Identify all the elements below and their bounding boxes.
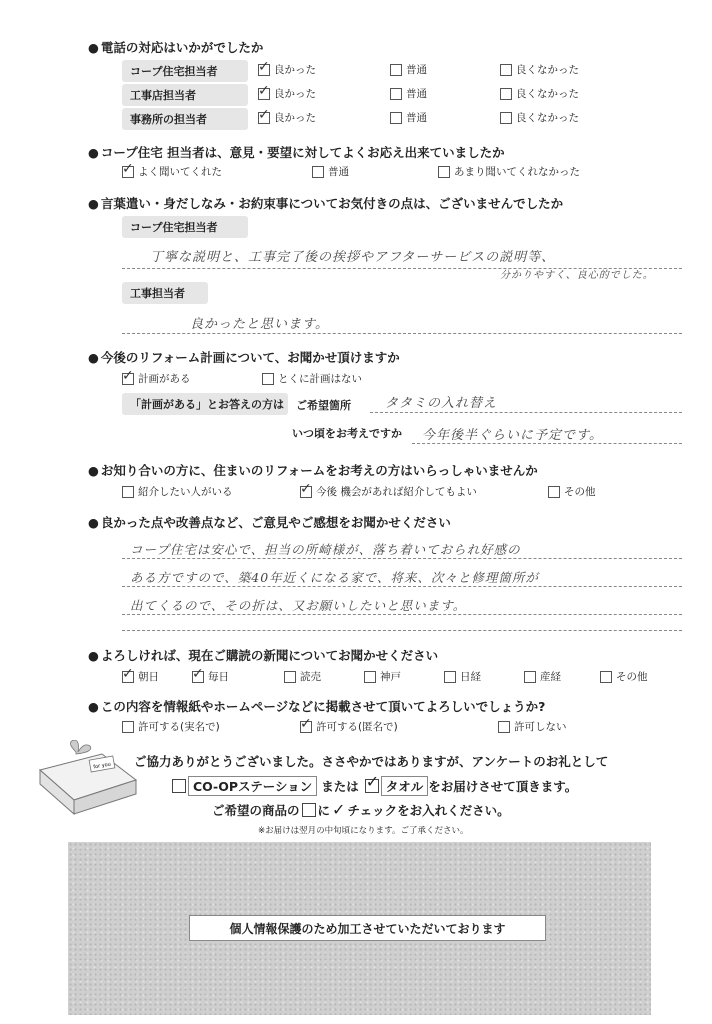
answer-line bbox=[122, 558, 682, 559]
q7-opt-mainichi[interactable]: ✓ 毎日 bbox=[192, 669, 229, 684]
q1-title: ● 電話の対応はいかがでしたか bbox=[88, 38, 263, 56]
checkbox-icon bbox=[390, 112, 402, 124]
q1-coop-good[interactable]: ✓ 良かった bbox=[258, 62, 316, 77]
answer-line bbox=[122, 630, 682, 631]
instr-c: チェックをお入れください。 bbox=[347, 802, 510, 818]
checkbox-icon bbox=[600, 671, 612, 683]
q6-line-3: 出てくるので、その折は、又お願いしたいと思います。 bbox=[130, 598, 467, 613]
footer-note: ※お届けは翌月の中旬頃になります。ご了承ください。 bbox=[258, 826, 469, 836]
checkbox-icon bbox=[192, 671, 204, 683]
q1-coop-bad[interactable]: 良くなかった bbox=[500, 62, 579, 77]
q7-title: ● よろしければ、現在ご購読の新聞についてお聞かせください bbox=[88, 646, 438, 664]
q1-koji-good[interactable]: ✓ 良かった bbox=[258, 86, 316, 101]
q3-koji-answer: 良かったと思います。 bbox=[190, 317, 329, 332]
q3-coop-answer-1: 丁寧な説明と、工事完了後の挨拶やアフターサービスの説明等、 bbox=[150, 250, 556, 265]
gift-tag-text: for you bbox=[92, 761, 112, 771]
footer-thanks: ご協力ありがとうございました。ささやかではありますが、アンケートのお礼として bbox=[134, 754, 609, 769]
gift-box-icon bbox=[32, 740, 142, 820]
checkbox-icon bbox=[122, 373, 134, 385]
instr-b: に bbox=[317, 802, 331, 818]
q6-line-2: ある方ですので、築40年近くになる家で、将来、次々と修理箇所が bbox=[130, 570, 539, 585]
q7-opt-other[interactable]: その他 bbox=[600, 669, 648, 684]
privacy-mask bbox=[68, 842, 651, 1015]
checkbox-icon bbox=[444, 671, 456, 683]
q4-place-answer: タタミの入れ替え bbox=[385, 396, 498, 411]
checkbox-icon bbox=[300, 721, 312, 733]
q3-label-coop: コープ住宅担当者 bbox=[122, 216, 248, 238]
checkbox-icon bbox=[500, 64, 512, 76]
q1-label-koji: 工事店担当者 bbox=[122, 84, 248, 106]
q8-title: ● この内容を情報紙やホームページなどに掲載させて頂いてよろしいでしょうか? bbox=[88, 697, 545, 715]
answer-line bbox=[122, 586, 682, 587]
checkbox-icon bbox=[258, 112, 270, 124]
answer-line bbox=[122, 333, 682, 334]
checkbox-icon bbox=[364, 671, 376, 683]
checkbox-icon bbox=[122, 721, 134, 733]
q6-title: ● 良かった点や改善点など、ご意見やご感想をお聞かせください bbox=[88, 513, 451, 531]
checkbox-icon bbox=[390, 64, 402, 76]
q7-opt-yomiuri[interactable]: 読売 bbox=[284, 669, 321, 684]
q1-koji-normal[interactable]: 普通 bbox=[390, 86, 427, 101]
checkbox-icon bbox=[300, 486, 312, 498]
q7-opt-kobe[interactable]: 神戸 bbox=[364, 669, 401, 684]
answer-line bbox=[370, 412, 682, 413]
checkbox-icon bbox=[548, 486, 560, 498]
checkbox-icon bbox=[500, 112, 512, 124]
answer-line bbox=[122, 268, 682, 269]
q1-office-normal[interactable]: 普通 bbox=[390, 110, 427, 125]
q4-opt-plan[interactable]: ✓ 計画がある bbox=[122, 371, 191, 386]
q4-title: ● 今後のリフォーム計画について、お聞かせ頂けますか bbox=[88, 348, 400, 366]
checkbox-icon bbox=[312, 166, 324, 178]
instr-box-icon bbox=[302, 803, 316, 817]
or-text: または bbox=[321, 779, 359, 794]
q5-opt-maybe[interactable]: ✓ 今後 機会があれば紹介してもよい bbox=[300, 484, 477, 499]
privacy-notice: 個人情報保護のため加工させていただいております bbox=[189, 915, 546, 941]
q5-opt-other[interactable]: その他 bbox=[548, 484, 596, 499]
q1-label-office: 事務所の担当者 bbox=[122, 108, 248, 130]
q2-opt-normal[interactable]: 普通 bbox=[312, 164, 349, 179]
deliver-text: をお届けさせて頂きます。 bbox=[428, 779, 578, 794]
q8-opt-deny[interactable]: 許可しない bbox=[498, 719, 567, 734]
gift-a-label: CO-OPステーション bbox=[188, 776, 317, 796]
footer-gift-line bbox=[170, 772, 578, 796]
check-mark-icon: ✓ bbox=[332, 800, 346, 819]
q2-opt-bad[interactable]: あまり聞いてくれなかった bbox=[438, 164, 580, 179]
q3-coop-answer-2: 分かりやすく、良心的でした。 bbox=[500, 270, 654, 281]
q4-when-label: いつ頃をお考えですか bbox=[292, 427, 402, 440]
gift-b-label: タオル bbox=[381, 776, 429, 796]
checkbox-icon bbox=[438, 166, 450, 178]
q2-opt-good[interactable]: ✓ よく聞いてくれた bbox=[122, 164, 222, 179]
q4-place-label: ご希望箇所 bbox=[296, 399, 351, 412]
q6-line-1: コープ住宅は安心で、担当の所崎様が、落ち着いておられ好感の bbox=[130, 542, 521, 557]
q1-koji-bad[interactable]: 良くなかった bbox=[500, 86, 579, 101]
checkbox-icon bbox=[262, 373, 274, 385]
checkbox-icon bbox=[122, 671, 134, 683]
q7-opt-nikkei[interactable]: 日経 bbox=[444, 669, 481, 684]
q1-label-coop: コープ住宅担当者 bbox=[122, 60, 248, 82]
q7-opt-asahi[interactable]: ✓ 朝日 bbox=[122, 669, 159, 684]
checkbox-icon bbox=[500, 88, 512, 100]
q4-plan-label: 「計画がある」とお答えの方は bbox=[122, 393, 288, 415]
q3-label-koji: 工事担当者 bbox=[122, 282, 208, 304]
answer-line bbox=[412, 443, 682, 444]
q8-opt-anonymous[interactable]: ✓ 許可する(匿名で) bbox=[300, 719, 398, 734]
checkbox-icon bbox=[390, 88, 402, 100]
q5-title: ● お知り合いの方に、住まいのリフォームをお考えの方はいらっしゃいませんか bbox=[88, 461, 538, 479]
checkbox-icon bbox=[258, 64, 270, 76]
q2-title: ● コープ住宅 担当者は、意見・要望に対してよくお応え出来ていましたか bbox=[88, 143, 505, 161]
q8-opt-realname[interactable]: 許可する(実名で) bbox=[122, 719, 220, 734]
checkbox-icon bbox=[258, 88, 270, 100]
q1-office-good[interactable]: ✓ 良かった bbox=[258, 110, 316, 125]
q4-when-answer: 今年後半ぐらいに予定です。 bbox=[422, 428, 603, 443]
q5-opt-introduce[interactable]: 紹介したい人がいる bbox=[122, 484, 233, 499]
q3-title: ● 言葉遣い・身だしなみ・お約束事についてお気付きの点は、ございませんでしたか bbox=[88, 194, 563, 212]
checkbox-icon bbox=[498, 721, 510, 733]
q1-office-bad[interactable]: 良くなかった bbox=[500, 110, 579, 125]
checkbox-icon bbox=[122, 166, 134, 178]
answer-line bbox=[122, 614, 682, 615]
q1-coop-normal[interactable]: 普通 bbox=[390, 62, 427, 77]
checkbox-icon bbox=[122, 486, 134, 498]
q7-opt-sankei[interactable]: 産経 bbox=[524, 669, 561, 684]
gift-a-checkbox[interactable] bbox=[172, 779, 186, 793]
instr-a: ご希望の商品の bbox=[212, 802, 300, 818]
checkbox-icon bbox=[524, 671, 536, 683]
checkbox-icon bbox=[284, 671, 296, 683]
footer-instruction bbox=[212, 800, 510, 819]
gift-b-checkbox[interactable]: ✓ bbox=[365, 772, 380, 791]
q4-opt-noplan[interactable]: とくに計画はない bbox=[262, 371, 362, 386]
